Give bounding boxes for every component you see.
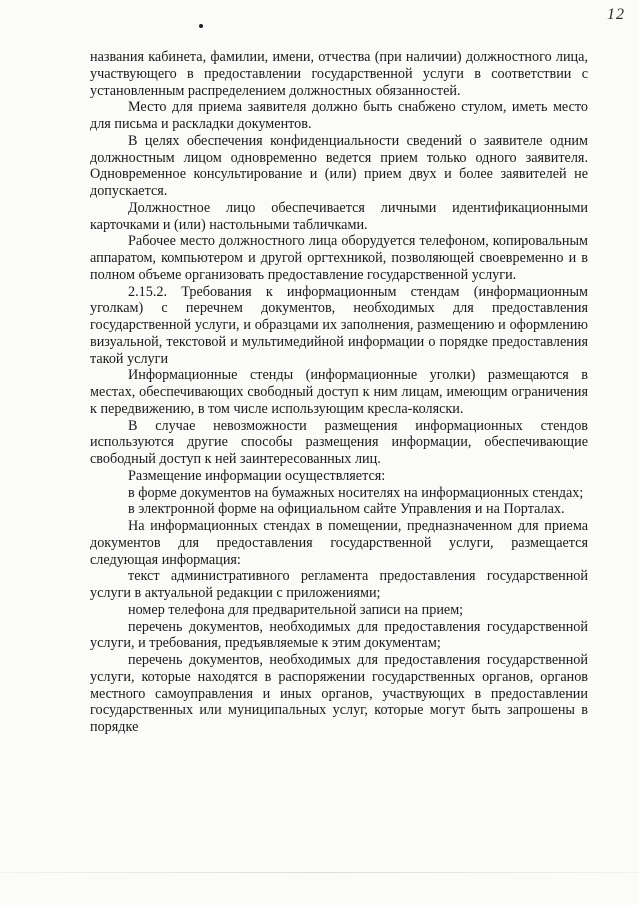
paragraph: Рабочее место должностного лица оборудуется телефоном, копировальным аппаратом, компьютером и другой оргтехникой, позволяющей своевременно и в полном объеме организовать предоставление государственной услуги. [90,233,588,283]
paragraph: названия кабинета, фамилии, имени, отчества (при наличии) должностного лица, участвующего в предоставлении государственной услуги в соответствии с установленным распределением должностных обязанностей. [90,49,588,99]
list-item: в электронной форме на официальном сайте Управления и на Порталах. [128,501,565,518]
paragraph: В целях обеспечения конфиденциальности сведений о заявителе одним должностным лицом одновременно ведется прием только одного заявителя. Одновременное консультирование и (или) прием двух и более заявителей не допускается. [90,132,588,199]
document-body [90,49,588,736]
list-item: перечень документов, необходимых для предоставления государственной услуги, которые находятся в распоряжении государственных органов, органов местного самоуправления и иных органов, участвующих в предоставлении государственных или муниципальных услуг, которые могут быть запрошены в порядке [90,652,588,735]
scan-artifact-line [0,872,639,873]
section-heading-paragraph: 2.15.2. Требования к информационным стендам (информационным уголкам) с перечнем документов, необходимых для предоставления государственной услуги, и образцами их заполнения, размещению и оформлению визуальной, текстовой и мультимедийной информации о порядке предоставления такой услуги [90,283,588,367]
paragraph: Место для приема заявителя должно быть снабжено стулом, иметь место для письма и раскладки документов. [90,99,588,132]
paragraph: Размещение информации осуществляется: [128,467,386,484]
scan-speck [199,24,203,28]
page-number: 12 [607,6,625,23]
list-item: текст административного регламента предоставления государственной услуги в актуальной редакции с приложениями; [90,568,588,601]
list-item: номер телефона для предварительной записи на прием; [128,601,464,618]
paragraph: Должностное лицо обеспечивается личными идентификационными карточками и (или) настольными табличками. [90,199,588,233]
list-item: перечень документов, необходимых для предоставления государственной услуги, и требования, предъявляемые к этим документам; [90,618,588,652]
list-item: в форме документов на бумажных носителях на информационных стендах; [128,484,584,501]
paragraph: Информационные стенды (информационные уголки) размещаются в местах, обеспечивающих свободный доступ к ним лицам, имеющим ограничения к передвижению, в том числе использующим кресла-коляски. [90,367,588,417]
paragraph: В случае невозможности размещения информационных стендов используются другие способы размещения информации, обеспечивающие свободный доступ к ней заинтересованных лиц. [90,417,588,467]
paragraph: На информационных стендах в помещении, предназначенном для приема документов для предоставления государственной услуги, размещается следующая информация: [90,518,588,568]
